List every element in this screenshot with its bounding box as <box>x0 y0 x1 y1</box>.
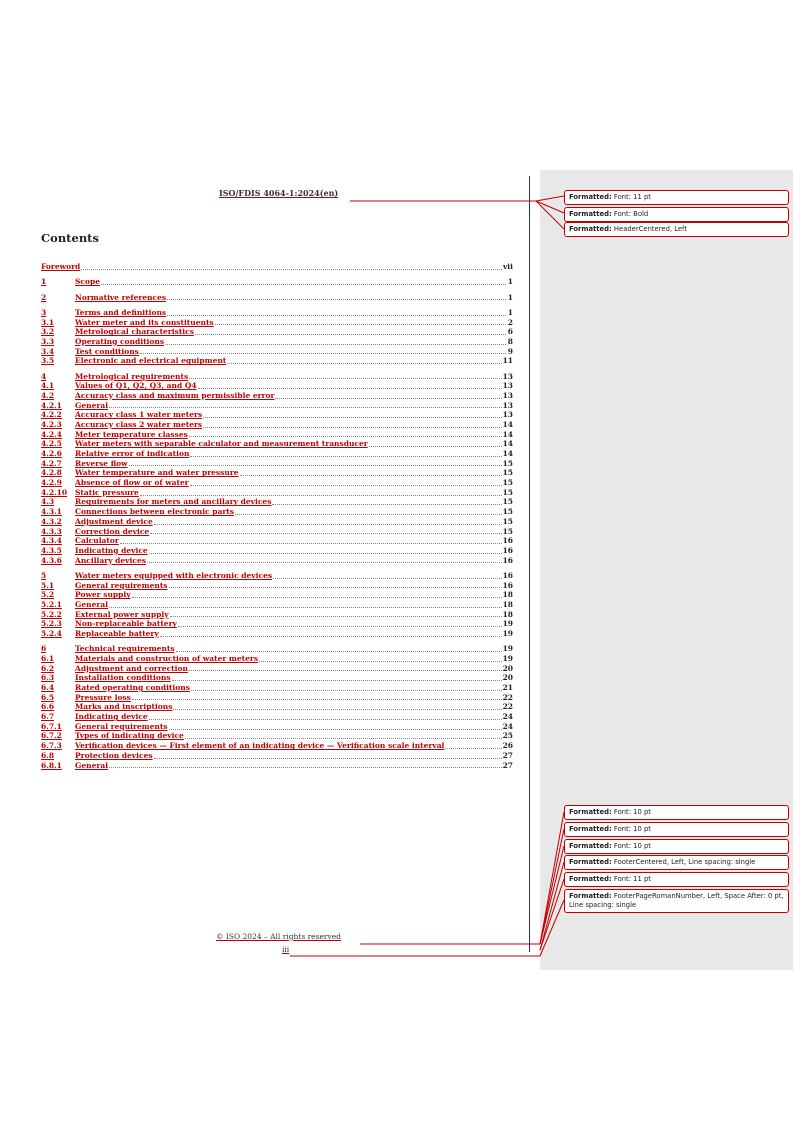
toc-entry-label: Requirements for meters and ancillary devices <box>75 497 272 507</box>
toc-entry-label: Materials and construction of water meters <box>75 653 259 663</box>
toc-entry-page: 13 <box>502 400 513 410</box>
toc-entry-page: 1 <box>507 292 513 302</box>
toc-entry-page: 16 <box>502 545 513 555</box>
toc-entry-number: 5.2 <box>41 590 55 600</box>
toc-entry-page: 19 <box>502 629 513 639</box>
toc-entry-page: 19 <box>502 619 513 629</box>
toc-entry-label: Indicating device <box>75 712 148 722</box>
toc-entry-label: Operating conditions <box>75 336 165 346</box>
toc-entry-number: 6.2 <box>41 663 55 673</box>
toc-entry-label: Terms and definitions <box>75 307 167 317</box>
comment-text: Font: 11 pt <box>611 875 651 883</box>
toc-entry-label: General requirements <box>75 721 168 731</box>
toc-entry-label: General <box>75 599 109 609</box>
toc-entry-label: Technical requirements <box>75 644 175 654</box>
toc-entry-label: Values of Q1, Q2, Q3, and Q4 <box>75 381 197 391</box>
toc-entry-number: 6.3 <box>41 673 55 683</box>
toc-entry-label: General <box>75 400 109 410</box>
toc-entry-label: Accuracy class and maximum permissible error <box>75 390 275 400</box>
comment-label: Formatted: <box>569 858 612 866</box>
toc-entry-number: 6.7 <box>41 712 55 722</box>
toc-entry-page: 15 <box>502 497 513 507</box>
comment-label: Formatted: <box>569 225 612 233</box>
toc-entry-page: 22 <box>502 692 513 702</box>
toc-entry-page: 11 <box>502 356 513 366</box>
toc-entry-number: 4.2.8 <box>41 468 62 478</box>
toc-entry-label: Types of indicating device <box>75 731 184 741</box>
toc-entry-number: 4 <box>41 371 47 381</box>
toc-entry-label: Metrological characteristics <box>75 327 194 337</box>
toc-entry-number: 4.3.1 <box>41 507 62 517</box>
toc-entry-label: General requirements <box>75 580 168 590</box>
comment-text: Font: 10 pt <box>611 825 651 833</box>
toc-entry-number: 6.5 <box>41 692 55 702</box>
toc-entry-label: Adjustment and correction <box>75 663 188 673</box>
toc-entry-page: 14 <box>502 449 513 459</box>
toc-entry-label: Metrological requirements <box>75 371 189 381</box>
toc-entry-number: 6.8.1 <box>41 760 62 770</box>
comment-label: Formatted: <box>569 808 612 816</box>
toc-entry-label: External power supply <box>75 609 169 619</box>
toc-entry-number: 4.2.5 <box>41 439 62 449</box>
toc-entry-number: 6.6 <box>41 702 55 712</box>
toc-entry-number: 4.2.4 <box>41 429 62 439</box>
toc-entry-page: 2 <box>507 317 513 327</box>
toc-entry-label: Accuracy class 1 water meters <box>75 410 203 420</box>
toc-entry-page: 27 <box>502 760 513 770</box>
toc-entry-number: 4.2.9 <box>41 478 62 488</box>
comment-label: Formatted: <box>569 892 612 900</box>
comment-text: Font: Bold <box>611 210 649 218</box>
toc-entry-label: Meter temperature classes <box>75 429 188 439</box>
toc-entry-page: 14 <box>502 419 513 429</box>
toc-entry-page: 14 <box>502 429 513 439</box>
toc-entry-number: 3.2 <box>41 327 55 337</box>
toc-entry-page: 18 <box>502 609 513 619</box>
toc-entry-number: 6.1 <box>41 653 55 663</box>
comment-label: Formatted: <box>569 842 612 850</box>
toc-entry-page: vii <box>502 261 513 271</box>
toc-entry-number: 4.3.4 <box>41 536 62 546</box>
toc-entry-page: 20 <box>502 673 513 683</box>
toc-entry-label: Absence of flow or of water <box>75 478 189 488</box>
toc-entry-label: Marks and inscriptions <box>75 702 173 712</box>
toc-entry-number: 6.7.3 <box>41 741 62 751</box>
toc-entry-label: Pressure loss <box>75 692 131 702</box>
toc-entry-label: Water meter and its constituents <box>75 317 214 327</box>
toc-entry-label: Test conditions <box>75 346 139 356</box>
toc-entry-number: 5.2.2 <box>41 609 62 619</box>
comment-label: Formatted: <box>569 825 612 833</box>
toc-entry-label: Relative error of indication <box>75 449 190 459</box>
toc-entry-number: 5.2.1 <box>41 599 62 609</box>
toc-entry-page: 24 <box>502 712 513 722</box>
toc-entry-label: Installation conditions <box>75 673 171 683</box>
toc-entry-number: 4.3.5 <box>41 545 62 555</box>
toc-entry-number: 5 <box>41 570 47 580</box>
toc-entry-page: 15 <box>502 516 513 526</box>
toc-entry-number: 3.3 <box>41 336 55 346</box>
toc-entry-number: 4.3.2 <box>41 516 62 526</box>
toc-entry-number: 3.1 <box>41 317 55 327</box>
toc-entry-label: Ancillary devices <box>75 555 146 565</box>
toc-entry-number: 6.7.1 <box>41 721 62 731</box>
toc-entry-number: 4.2.7 <box>41 458 62 468</box>
toc-entry-number: 4.1 <box>41 381 55 391</box>
toc-entry-page: 18 <box>502 590 513 600</box>
toc-entry-label: Non-replaceable battery <box>75 619 177 629</box>
toc-entry-number: 5.2.4 <box>41 629 62 639</box>
toc-entry-page: 15 <box>502 526 513 536</box>
document-header: ISO/FDIS 4064-1:2024(en) <box>219 188 339 198</box>
toc-entry-page: 15 <box>502 458 513 468</box>
toc-entry-label: Static pressure <box>75 487 139 497</box>
toc-entry-page: 27 <box>502 750 513 760</box>
toc-entry-label: Scope <box>75 277 101 287</box>
toc-entry-page: 14 <box>502 439 513 449</box>
toc-entry-page: 15 <box>502 478 513 488</box>
toc-entry-page: 13 <box>502 390 513 400</box>
toc-entry-number: 4.2 <box>41 390 55 400</box>
toc-entry-number: 4.3 <box>41 497 55 507</box>
toc-entry-page: 16 <box>502 536 513 546</box>
toc-entry-number: 5.1 <box>41 580 55 590</box>
toc-entry-number: 3 <box>41 307 47 317</box>
toc-entry-number: 4.2.1 <box>41 400 62 410</box>
toc-entry-page: 19 <box>502 644 513 654</box>
toc-entry-page: 13 <box>502 381 513 391</box>
toc-entry-number: 6 <box>41 644 47 654</box>
footer-copyright: © ISO 2024 – All rights reserved <box>216 932 341 941</box>
toc-entry-label: Accuracy class 2 water meters <box>75 419 203 429</box>
comment-text: HeaderCentered, Left <box>611 225 687 233</box>
toc-entry-number: 2 <box>41 292 47 302</box>
toc-entry-label: Replaceable battery <box>75 629 159 639</box>
toc-entry-label: Power supply <box>75 590 131 600</box>
toc-entry-page: 26 <box>502 741 513 751</box>
toc-entry-number: 6.7.2 <box>41 731 62 741</box>
toc-entry-page: 13 <box>502 371 513 381</box>
toc-entry-label: Indicating device <box>75 545 148 555</box>
toc-entry-number: 4.3.6 <box>41 555 62 565</box>
toc-entry-page: 25 <box>502 731 513 741</box>
toc-entry-page: 8 <box>507 336 513 346</box>
comment-text: FooterCentered, Left, Line spacing: single <box>611 858 756 866</box>
toc-entry-page: 16 <box>502 570 513 580</box>
toc-entry-page: 15 <box>502 487 513 497</box>
toc-entry-label: Verification devices — First element of an indicating device — Verification scale interval <box>75 741 445 751</box>
toc-entry-label: Reverse flow <box>75 458 128 468</box>
toc-entry-number: 4.3.3 <box>41 526 62 536</box>
toc-entry-page: 22 <box>502 702 513 712</box>
toc-entry-label: Normative references <box>75 292 167 302</box>
comment-label: Formatted: <box>569 193 612 201</box>
toc-entry-page: 6 <box>507 327 513 337</box>
toc-entry-label: Correction device <box>75 526 150 536</box>
toc-entry-number: 4.2.3 <box>41 419 62 429</box>
toc-entry-label: Protection devices <box>75 750 153 760</box>
comment-label: Formatted: <box>569 875 612 883</box>
comment-label: Formatted: <box>569 210 612 218</box>
toc-entry-page: 15 <box>502 468 513 478</box>
toc-entry-page: 19 <box>502 653 513 663</box>
toc-entry-label: Water temperature and water pressure <box>75 468 239 478</box>
toc-entry-label: Calculator <box>75 536 119 546</box>
toc-entry-page: 1 <box>507 277 513 287</box>
toc-entry-label: Rated operating conditions <box>75 683 190 693</box>
comment-text: Font: 11 pt <box>611 193 651 201</box>
toc-entry-number: 5.2.3 <box>41 619 62 629</box>
toc-entry-page: 21 <box>502 683 513 693</box>
comment-text: Font: 10 pt <box>611 842 651 850</box>
toc-entry-number: 3.5 <box>41 356 55 366</box>
toc-entry-label: Connections between electronic parts <box>75 507 234 517</box>
toc-entry-number: 6.4 <box>41 683 55 693</box>
contents-title: Contents <box>41 231 99 245</box>
toc-entry-number: 4.2.6 <box>41 449 62 459</box>
toc-entry-page: 16 <box>502 580 513 590</box>
footer-page-number: iii <box>282 945 290 954</box>
toc-entry-page: 20 <box>502 663 513 673</box>
toc-entry-label: Electronic and electrical equipment <box>75 356 227 366</box>
toc-entry-number: 4.2.10 <box>41 487 68 497</box>
toc-entry-label: Water meters equipped with electronic devices <box>75 570 273 580</box>
toc-entry-page: 18 <box>502 599 513 609</box>
toc-entry-page: 16 <box>502 555 513 565</box>
toc-entry-page: 13 <box>502 410 513 420</box>
toc-entry-page: 1 <box>507 307 513 317</box>
toc-entry-label: Adjustment device <box>75 516 153 526</box>
toc-entry-number: 3.4 <box>41 346 55 356</box>
toc-entry-page: 9 <box>507 346 513 356</box>
toc-entry-number: 6.8 <box>41 750 55 760</box>
toc-entry-label: Water meters with separable calculator and measurement transducer <box>75 439 368 449</box>
toc-entry-label: General <box>75 760 109 770</box>
toc-entry-page: 15 <box>502 507 513 517</box>
comment-text: Font: 10 pt <box>611 808 651 816</box>
toc-entry-number: 1 <box>41 277 47 287</box>
toc-entry-number: Foreword <box>41 261 81 271</box>
toc-entry-number: 4.2.2 <box>41 410 62 420</box>
comment-text: FooterPageRomanNumber, Left, Space After: 0 pt, Line spacing: single <box>569 892 784 909</box>
toc-entry-page: 24 <box>502 721 513 731</box>
